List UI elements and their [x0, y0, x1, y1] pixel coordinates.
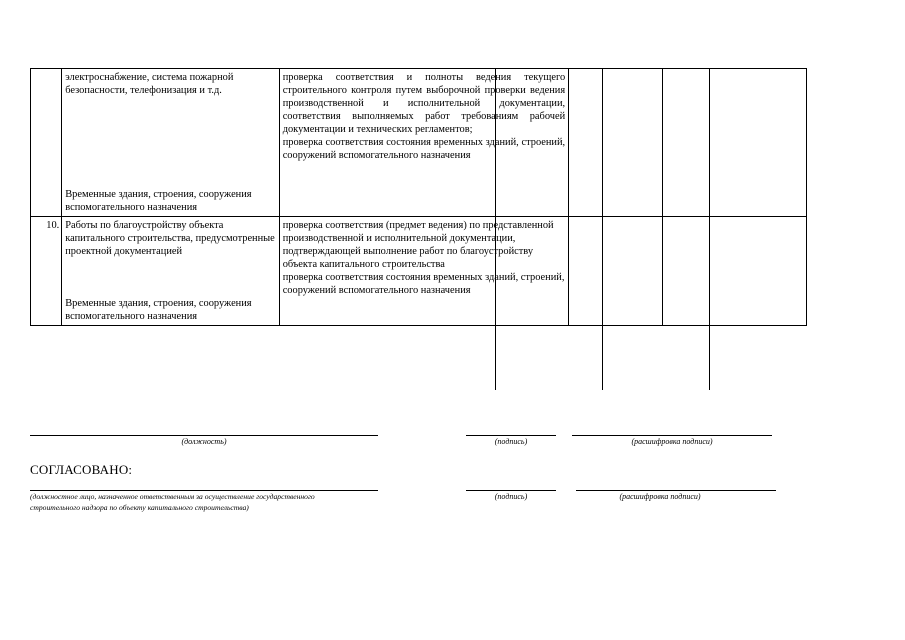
work-type-text: электроснабжение, система пожарной безопасности, телефонизация и т.д.: [65, 72, 234, 96]
check-description-text-temporary: проверка соответствия состояния временных зданий, строений, сооружений вспомогательного назначения: [282, 272, 565, 296]
row-number: 10.: [31, 217, 62, 326]
decoding-line: [572, 435, 772, 436]
decoding-caption: (расшифровка подписи): [631, 437, 713, 446]
signature-caption: (подпись): [494, 437, 528, 446]
work-type-text-temporary: Временные здания, строения, сооружения вспомогательного назначения: [65, 298, 252, 322]
official-caption: (должностное лицо, назначенное ответственным за осуществление государственного строительного надзора по объекту капитального строительства): [30, 492, 315, 512]
signature-line-2: [466, 490, 556, 491]
position-line: [30, 435, 378, 436]
agreed-heading: СОГЛАСОВАНО:: [30, 462, 133, 477]
decoding-line-2: [576, 490, 776, 491]
decoding-caption-2: (расшифровка подписи): [619, 492, 701, 501]
check-description-text-temporary: проверка соответствия состояния временных зданий, строений, сооружений вспомогательного назначения: [282, 137, 566, 161]
official-line: [30, 490, 378, 491]
check-description-text: проверка соответствия и полноты ведения текущего строительного контроля путем выборочной проверки ведения производственной и исполнительной документации, соответствия выполняемых работ требованиям рабочей документации и технических регламентов;: [282, 72, 566, 135]
position-caption: (должность): [181, 437, 227, 446]
work-type-text: Работы по благоустройству объекта капитального строительства, предусмотренные проектной документацией: [65, 220, 275, 257]
signature-caption-2: (подпись): [494, 492, 528, 501]
check-description-text: проверка соответствия (предмет ведения) по представленной производственной и исполнительной документации, подтверждающей выполнение работ по благоустройству объекта капитального строительства: [282, 220, 554, 270]
signature-line: [466, 435, 556, 436]
work-type-text-temporary: Временные здания, строения, сооружения вспомогательного назначения: [65, 189, 252, 213]
